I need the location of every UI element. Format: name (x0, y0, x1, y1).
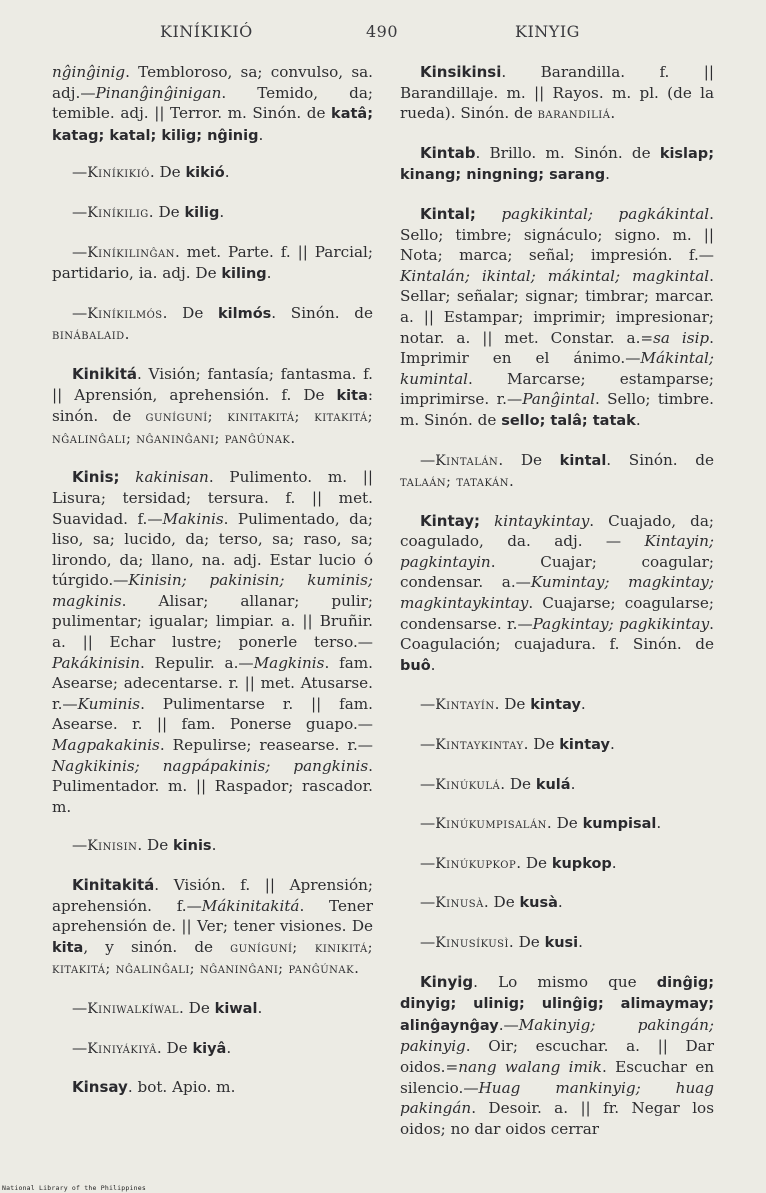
entry-text: guníguní; kinitakitá; kitakitá; nĝalinĝali; nĝaninĝani; panĝúnak (52, 409, 373, 447)
entry-text: Pinanĝinĝinigan (95, 83, 222, 102)
entry-text: . Pulimentado, da; liso, sa; lucido, da; terso, sa; raso, sa; lirondo, da; llano, na. adj. Estar lucio ó túrgido.— (52, 509, 373, 590)
cross-reference: kumpisal (582, 816, 657, 833)
entry-text: Kiníkilig (87, 204, 149, 221)
entry-text: . bot. Apio. m. (127, 1078, 236, 1097)
cross-reference: kintay (530, 697, 581, 714)
entry-text: . (354, 959, 359, 978)
cross-reference: kikió (185, 165, 225, 182)
entry-text: . (557, 893, 563, 912)
dictionary-entry-kinusikusi (400, 932, 714, 954)
entry-text: . De (179, 998, 215, 1017)
entry-text: . (578, 933, 583, 951)
dictionary-entry-kintayin (400, 694, 714, 716)
entry-text: . Desoir. a. || fr. Negar los oidos; no dar oidos cerrar (400, 1099, 714, 1138)
cross-reference: kilig (184, 204, 220, 221)
entry-text: . Brillo. m. Sinón. de (475, 143, 660, 162)
headword: Kinsay (72, 1078, 128, 1097)
entry-text: Kiniyákiyâ (87, 1040, 157, 1057)
entry-text: . met. Parte. f. || Parcial; partidario, ia. adj. De (52, 242, 373, 283)
entry-text: Kinisin; pakinisin; kuminis; magkinis (52, 571, 373, 610)
entry-text: Mákintal; kumintal (400, 349, 714, 388)
entry-text: . Alisar; allanar; pulir; pulimentar; igualar; limpiar. a. || Bruñir. a. || Echar lustre; ponerle terso.— (52, 591, 373, 652)
entry-text: Kinúkupkop (435, 855, 517, 872)
page-header (0, 22, 766, 48)
entry-text: — (72, 163, 88, 182)
entry-text: Pagkintay; pagkikintay (532, 614, 710, 633)
dictionary-entry-kinis (52, 467, 373, 817)
entry-text: . De (516, 853, 552, 872)
entry-text: . Barandilla. f. || Barandillaje. m. || Rayos. m. pl. (de la rueda). Sinón. de (400, 63, 714, 123)
cross-reference: kinis (173, 838, 212, 855)
entry-text: Kuminis (77, 694, 141, 713)
entry-text: . De (483, 893, 520, 912)
entry-text: talaán; tatakán (400, 474, 510, 491)
headword: Kinis; (72, 468, 120, 487)
entry-text: . (124, 325, 130, 344)
page-number: 490 (366, 22, 399, 41)
headword: Kinyig (420, 972, 474, 991)
entry-text: . De (149, 163, 186, 182)
cross-reference: kulá (535, 776, 571, 793)
entry-text: Kintayin; pagkintayin (400, 532, 714, 571)
entry-text: barandiliá (537, 106, 611, 123)
entry-text: Kiniwalkíwal (87, 1000, 180, 1017)
headword: Kintab (420, 143, 476, 162)
entry-text: . Pulimentarse r. || fam. Asearse. r. || fam. Ponerse guapo.— (52, 694, 373, 734)
entry-text: Kumintay; magkintay; magkintaykintay (400, 573, 714, 613)
entry-text: . De (498, 450, 560, 469)
dictionary-entry-kintal (400, 204, 714, 432)
right-column (400, 62, 714, 1157)
entry-text: nang walang imik (458, 1057, 602, 1076)
dictionary-entry-kintalan (400, 450, 714, 493)
entry-text: — (72, 242, 88, 261)
headword: Kinitakitá (72, 876, 155, 894)
cross-reference: kupkop (551, 855, 612, 872)
entry-text: Kinúkumpisalán (435, 816, 547, 833)
entry-text: Mákinitakitá (201, 896, 300, 915)
entry-text: . (211, 836, 217, 855)
entry-text: . Cuajarse; coagularse; condensarse. r.— (400, 594, 714, 633)
entry-text: . Oir; escuchar. a. || Dar oidos.= (400, 1037, 714, 1076)
entry-text: . Sellar; señalar; signar; timbrar; marcar. a. || Estampar; imprimir; impresionar; notar. a. || met. Constar. a.= (400, 266, 714, 347)
entry-text: . Imprimir en el ánimo.— (400, 328, 714, 368)
cross-reference: kintal (559, 452, 607, 469)
entry-text (476, 205, 502, 223)
entry-text: Makinyig; pakingán; pakinyig (400, 1015, 714, 1056)
entry-text: . De (137, 836, 174, 855)
entry-text: Panĝintal (522, 390, 595, 409)
entry-text: . De (523, 735, 560, 754)
entry-text: . Sinón. de (271, 303, 373, 322)
entry-text: . De (162, 303, 218, 322)
entry-text: pagkikintal; pagkákintal (501, 204, 710, 223)
entry-text: kakinisan (135, 468, 209, 487)
entry-text: . (609, 735, 615, 754)
entry-text: . Lo mismo que (473, 972, 657, 991)
entry-text: Kintalán; ikintal; mákintal; magkintal (400, 266, 710, 285)
entry-text: . Pulimentador. m. || Raspador; rascador. m. (52, 756, 373, 816)
entry-text: . (258, 125, 264, 144)
entry-text: . (290, 428, 296, 447)
entry-text: — (72, 836, 88, 855)
entry-text: Magkinis (253, 653, 325, 672)
dictionary-entry-kinikilig (52, 202, 373, 224)
entry-text: — (420, 695, 436, 714)
entry-text: . (570, 774, 576, 793)
cross-reference: kusi (544, 935, 579, 951)
entry-text: Nagkikinis; nagpápakinis; pangkinis (52, 756, 369, 775)
entry-text: — (420, 853, 436, 872)
entry-text: — (420, 774, 436, 793)
entry-text: Magpakakinis (52, 736, 160, 755)
entry-text: . Tener aprehensión de. || Ver; tener visiones. De (52, 896, 373, 936)
headword: Kinsikinsi (420, 63, 502, 81)
dictionary-entry-kinusa (400, 892, 714, 914)
entry-text: — (420, 450, 436, 469)
entry-text: . De (148, 202, 185, 221)
dictionary-entry-kiniwalkiwal (52, 998, 373, 1020)
entry-text: sa isip (653, 328, 710, 347)
dictionary-entry-kinikilingan (52, 242, 373, 285)
cross-reference: dinĝig; dinyig; ulinig; ulinĝig; alimaymay; alinĝaynĝay (400, 974, 714, 1034)
cross-reference: kiyâ (192, 1040, 227, 1057)
entry-text: . Pulimento. m. || Lisura; tersidad; tersura. f. || met. Suavidad. f.— (52, 468, 374, 528)
dictionary-entry-kinsikinsi (400, 62, 714, 125)
dictionary-entry-kinukumpisalan (400, 813, 714, 835)
entry-text: Kiníkikió (87, 165, 150, 182)
entry-text: . Coagulación; cuajadura. f. Sinón. de (400, 614, 714, 654)
entry-text: . (610, 104, 616, 123)
cross-reference: kiling (221, 266, 267, 283)
dictionary-entry-kintab (400, 143, 714, 186)
entry-text: . Cuajar; coagular; condensar. a.— (400, 552, 714, 592)
entry-text: . Visión. f. || Aprensión; aprehensión. f.— (52, 876, 373, 915)
entry-text: . Tembloroso, sa; convulso, sa. adj.— (52, 63, 373, 102)
cross-reference: kusà (519, 895, 558, 912)
entry-text: Kintalán (435, 452, 499, 469)
entry-text: : sinón. de (52, 385, 373, 426)
entry-text: — (72, 1038, 88, 1057)
headword: Kinikitá (72, 364, 137, 383)
entry-text: . (509, 472, 514, 491)
entry-text: . De (156, 1038, 193, 1057)
entry-text: . Sello; timbre; signáculo; signo. m. || Nota; marca; señal; impresión. f.— (400, 204, 714, 265)
entry-text: . Visión; fantasía; fantasma. f. || Aprensión, aprehensión. f. De (52, 364, 373, 404)
dictionary-entry-kinsay (52, 1077, 373, 1098)
cross-reference: kintay (559, 737, 610, 754)
entry-text: . (430, 655, 436, 674)
entry-text: Kinusíkusì (435, 935, 509, 951)
entry-text: — (420, 735, 436, 754)
entry-text: . Cuajado, da; coagulado, da. adj. — (400, 511, 714, 551)
entry-text: . fam. Asearse; adecentarse. r. || met. Atusarse. r.— (52, 653, 373, 713)
dictionary-entry-kiniyakiya (52, 1038, 373, 1060)
entry-text: Kiníkilinĝan (87, 244, 176, 261)
entry-text: Pakákinisin (52, 653, 140, 672)
dictionary-entry-kinikita (52, 364, 373, 449)
entry-text: . (605, 165, 610, 184)
cross-reference: kita (336, 387, 368, 404)
entry-text: binábalaid (52, 327, 125, 344)
dictionary-entry-cont-nginginig (52, 62, 373, 146)
dictionary-entry-kinikilmos (52, 303, 373, 346)
entry-text: , y sinón. de (83, 937, 231, 956)
entry-text: Kiníkilmós (87, 305, 163, 322)
dictionary-entry-kinyig (400, 972, 714, 1140)
entry-text: kintaykintay (494, 511, 590, 530)
entry-text: . Escuchar en silencio.— (400, 1057, 714, 1097)
entry-text: . (635, 410, 641, 429)
entry-text: Huag mankinyig; huag pakingán (400, 1078, 714, 1118)
cross-reference: kita (52, 939, 84, 956)
entry-text: . Sinón. de (606, 450, 714, 469)
entry-text: Kintaykintay (435, 737, 524, 754)
entry-text: . De (508, 933, 545, 951)
entry-text: — (420, 893, 436, 912)
dictionary-entry-kinukupkop (400, 853, 714, 875)
cross-reference: kiwal (214, 1000, 258, 1017)
entry-text: . De (546, 814, 583, 833)
cross-reference: kislap; kinang; ningning; sarang (400, 145, 714, 184)
entry-text: . (656, 814, 662, 833)
dictionary-entry-kintaykintay (400, 734, 714, 756)
entry-text: . Repulirse; reasearse. r.— (159, 736, 373, 755)
entry-text: . (219, 202, 225, 221)
entry-text: . Marcarse; estamparse; imprimirse. r.— (400, 369, 714, 409)
entry-text: . (580, 695, 586, 714)
cross-reference: buô (400, 657, 431, 674)
cross-reference: sello; talâ; tatak (501, 412, 636, 429)
entry-text: . (266, 264, 272, 283)
entry-text: . (224, 163, 230, 182)
entry-text: . Repulir. a.— (139, 653, 254, 672)
dictionary-entry-kinitakita (52, 875, 373, 980)
entry-text: .— (498, 1015, 519, 1034)
dictionary-entry-kinukula (400, 774, 714, 796)
entry-text: Kintayín (435, 697, 495, 714)
header-left-guideword: KINÍKIKIÓ (160, 22, 253, 41)
entry-text: . Sello; timbre. m. Sinón. de (400, 390, 714, 429)
entry-text: . De (494, 695, 531, 714)
entry-text: Kinisin (87, 838, 138, 855)
entry-text: — (72, 998, 88, 1017)
library-credit: National Library of the Philippines (2, 1184, 146, 1192)
dictionary-entry-kinisin (52, 835, 373, 857)
entry-text: — (72, 303, 88, 322)
entry-text (480, 512, 494, 530)
left-column (52, 62, 373, 1116)
entry-text: . (257, 998, 263, 1017)
dictionary-entry-kintay (400, 511, 714, 677)
headword: Kintal; (420, 204, 476, 223)
entry-text: Kinúkulá (435, 776, 501, 793)
entry-text: . (611, 853, 617, 872)
entry-text: guníguní; kinikitá; kitakitá; nĝalinĝali; nĝaninĝani; panĝúnak (52, 939, 373, 978)
cross-reference: kilmós (218, 305, 272, 322)
entry-text: Makinis (162, 509, 224, 528)
entry-text: — (420, 814, 436, 833)
entry-text: nĝinĝinig (52, 63, 126, 81)
entry-text: . De (500, 774, 536, 793)
entry-text: Kinusà (435, 895, 484, 912)
entry-text: . Temido, da; temible. adj. || Terror. m. Sinón. de (52, 83, 373, 123)
entry-text (120, 468, 136, 486)
header-right-guideword: KINYIG (515, 22, 580, 41)
entry-text: — (72, 202, 88, 221)
cross-reference: katâ; katag; katal; kilig; nĝinig (52, 106, 373, 144)
entry-text: . (226, 1038, 232, 1057)
entry-text: — (420, 933, 436, 951)
dictionary-entry-kinikikio (52, 162, 373, 184)
headword: Kintay; (420, 511, 481, 530)
